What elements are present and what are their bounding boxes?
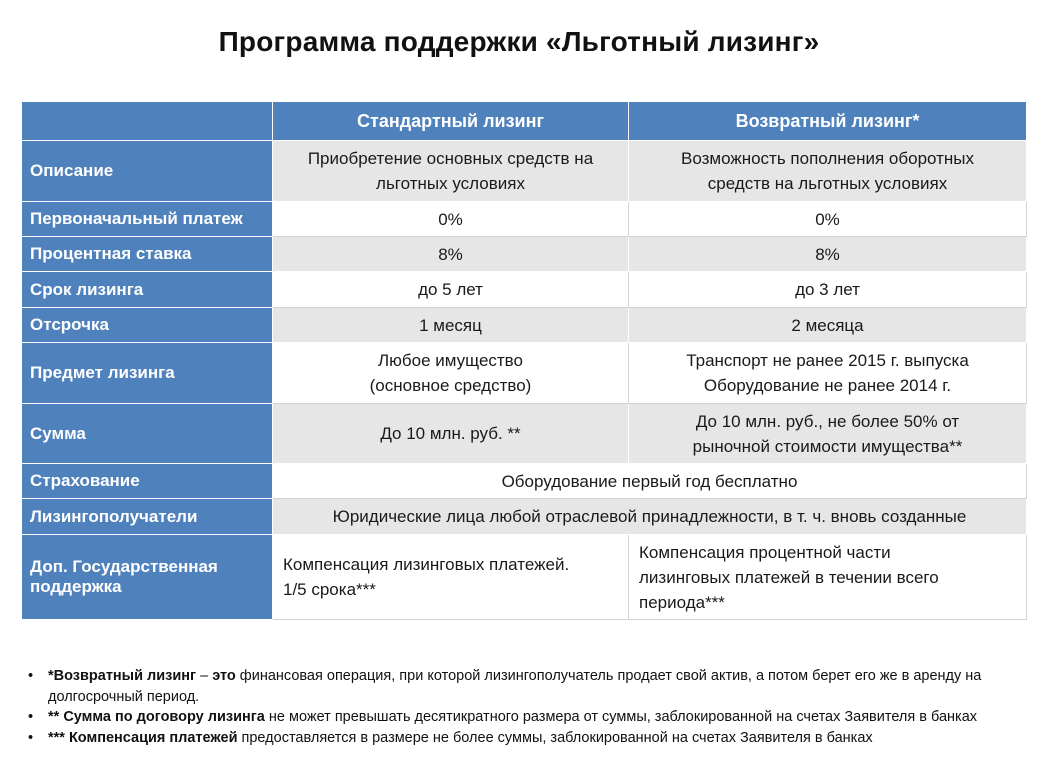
page-title: Программа поддержки «Льготный лизинг» — [218, 26, 820, 57]
header-standard-leasing: Стандартный лизинг — [273, 102, 629, 141]
footnote-dash: – — [196, 668, 213, 684]
footnote-item — [26, 666, 1016, 707]
cell-return: До 10 млн. руб., не более 50% от рыночной стоимости имущества** — [629, 404, 1027, 464]
cell-return: Компенсация процентной части лизинговых платежей в течении всего периода*** — [629, 535, 1027, 620]
cell-return: 2 месяца — [629, 308, 1027, 343]
table-row — [22, 237, 1027, 272]
cell-return: Транспорт не ранее 2015 г. выпуска Оборудование не ранее 2014 г. — [629, 343, 1027, 404]
footnote-item — [26, 728, 1016, 749]
cell-standard: Любое имущество (основное средство) — [273, 343, 629, 404]
footnotes — [26, 666, 1016, 748]
footnote-text: финансовая операция, при которой лизингополучатель продает свой актив, а потом берет его же в аренду на долгосрочный период. — [48, 668, 982, 705]
row-label: Описание — [22, 141, 273, 202]
footnote-item — [26, 707, 1016, 728]
row-label: Сумма — [22, 404, 273, 464]
table-row — [22, 464, 1027, 499]
table-header-row — [22, 102, 1027, 141]
row-label: Доп. Государственная поддержка — [22, 535, 273, 620]
row-label: Предмет лизинга — [22, 343, 273, 404]
table-row — [22, 308, 1027, 343]
cell-standard: 0% — [273, 202, 629, 237]
table-row — [22, 404, 1027, 464]
footnote-term: *Возвратный лизинг — [48, 668, 197, 684]
cell-standard: До 10 млн. руб. ** — [273, 404, 629, 464]
bullet-icon: • — [28, 709, 34, 725]
row-label: Срок лизинга — [22, 272, 273, 308]
bullet-icon: • — [28, 668, 34, 684]
cell-standard: Компенсация лизинговых платежей. 1/5 срока*** — [273, 535, 629, 620]
row-label: Отсрочка — [22, 308, 273, 343]
table-row — [22, 499, 1027, 535]
cell-return: Возможность пополнения оборотных средств на льготных условиях — [629, 141, 1027, 202]
footnote-text: предоставляется в размере не более суммы, заблокированной на счетах Заявителя в банках — [237, 729, 873, 746]
footnote-text: не может превышать десятикратного размера от суммы, заблокированной на счетах Заявителя в банках — [264, 709, 978, 725]
table-row — [22, 343, 1027, 404]
cell-merged: Оборудование первый год бесплатно — [273, 464, 1027, 499]
table-row — [22, 272, 1027, 308]
cell-return: до 3 лет — [629, 272, 1027, 308]
cell-return: 8% — [629, 237, 1027, 272]
cell-standard: 8% — [273, 237, 629, 272]
cell-standard: до 5 лет — [273, 272, 629, 308]
footnote-term: ** Сумма по договору лизинга — [48, 709, 265, 725]
leasing-comparison-table — [21, 101, 1027, 620]
table-row — [22, 535, 1027, 620]
cell-standard: Приобретение основных средств на льготных условиях — [273, 141, 629, 202]
cell-merged: Юридические лица любой отраслевой принадлежности, в т. ч. вновь созданные — [273, 499, 1027, 535]
row-label: Страхование — [22, 464, 273, 499]
footnote-term-2: это — [212, 668, 236, 684]
header-corner — [22, 102, 273, 141]
bullet-icon: • — [28, 729, 34, 746]
row-label: Первоначальный платеж — [22, 202, 273, 237]
footnote-term: *** Компенсация платежей — [48, 729, 238, 746]
table-row — [22, 202, 1027, 237]
cell-return: 0% — [629, 202, 1027, 237]
header-return-leasing: Возвратный лизинг* — [629, 102, 1027, 141]
row-label: Лизингополучатели — [22, 499, 273, 535]
row-label: Процентная ставка — [22, 237, 273, 272]
table-row — [22, 141, 1027, 202]
cell-standard: 1 месяц — [273, 308, 629, 343]
